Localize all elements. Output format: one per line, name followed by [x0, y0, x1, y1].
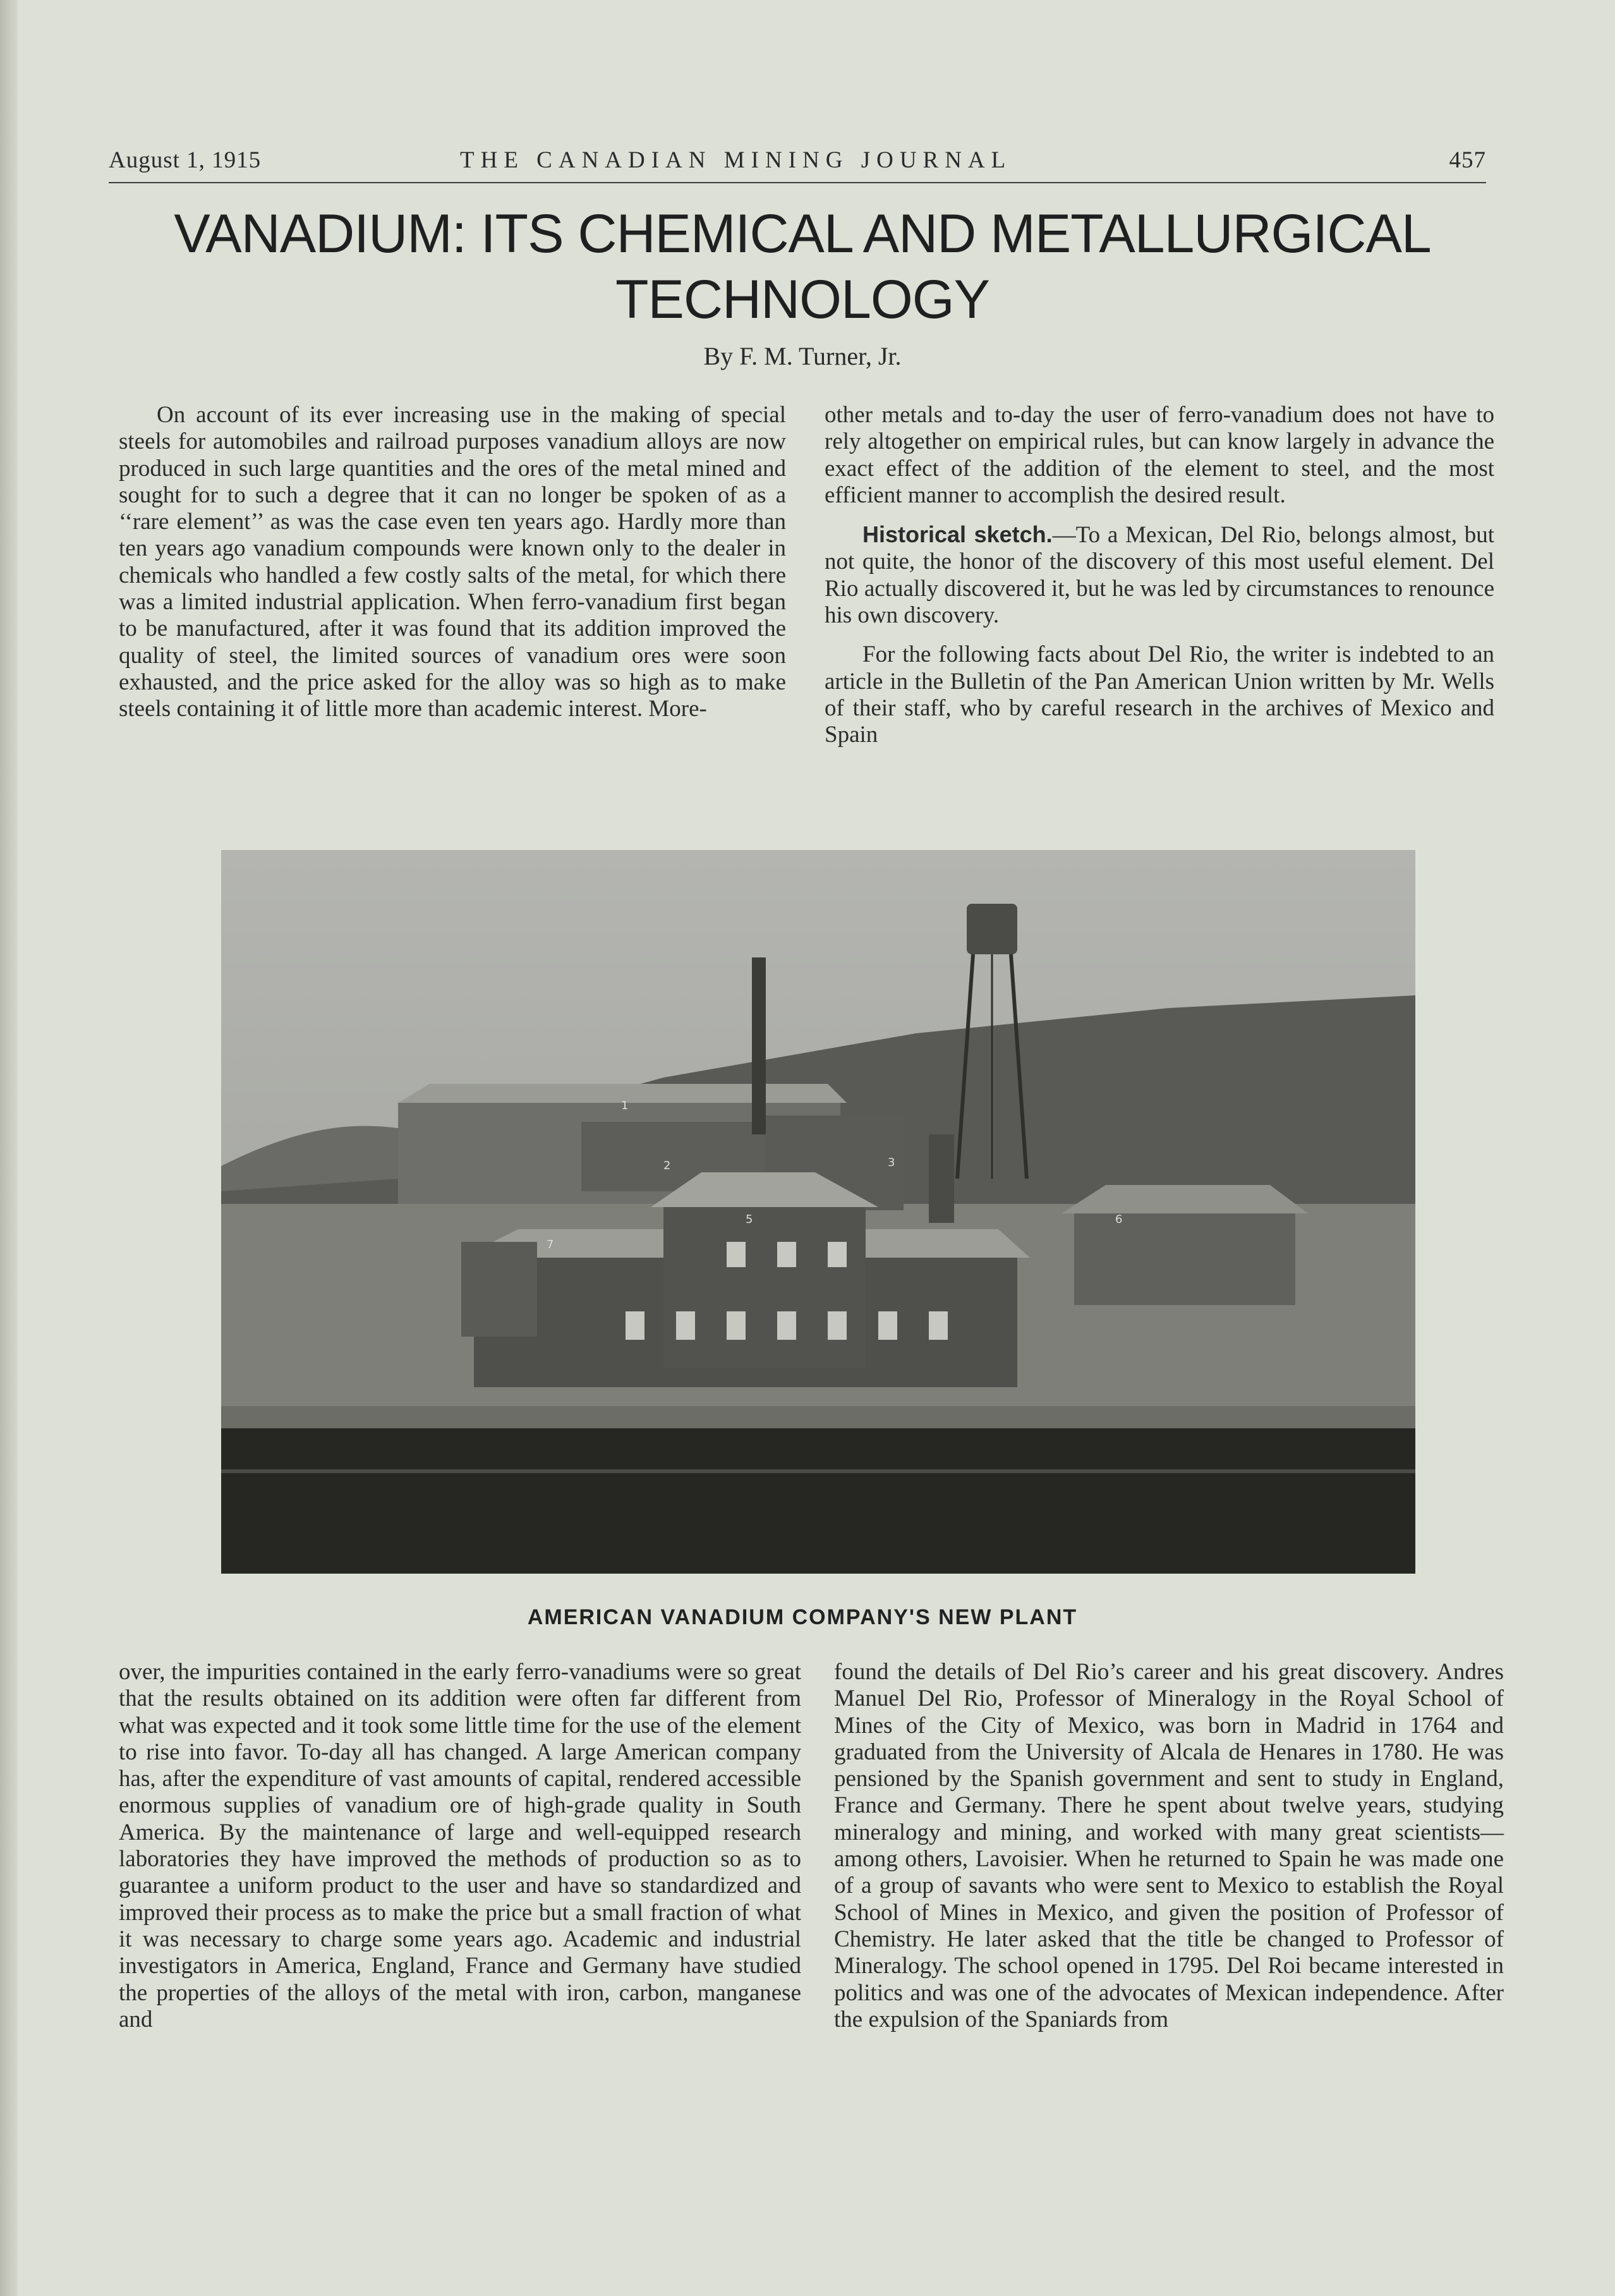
section-subheading: Historical sketch.	[862, 521, 1053, 548]
building-label: 3	[888, 1156, 895, 1169]
paragraph: other metals and to-day the user of ferro-vanadium does not have to rely altogether on empirical rules, but can know largely in advance the exact effect of the addition of the element to steel, and the most efficient manner to accomplish the desired result.	[825, 402, 1494, 508]
paragraph: On account of its ever increasing use in the making of special steels for automobiles and railroad purposes vanadium alloys are now produced in such large quantities and the ores of the metal mined and sought for to such a degree that it can no longer be spoken of as a ‘‘rare element’’ as was the case even ten years ago. Hardly more than ten years ago vanadium compounds were known only to the dealer in chemicals who handled a few costly salts of the metal, for which there was a limited industrial application. When ferro-vanadium first began to be manufactured, after it was found that its addition improved the quality of steel, the limited sources of vanadium ores were soon exhausted, and the price asked for the alloy was so high as to make steels containing it of little more than academic interest. More-	[119, 402, 786, 722]
building-label: 1	[621, 1099, 629, 1112]
paragraph: over, the impurities contained in the early ferro-vanadiums were so great that the results obtained on its addition were often far different from what was expected and it took some little time for the use of the element to rise into favor. To-day all has changed. A large American company has, after the expenditure of vast amounts of capital, rendered accessible enormous supplies of vanadium ore of high-grade quality in South America. By the maintenance of large and well-equipped research laboratories they have improved the methods of production so as to guarantee a uniform product to the user and have so standardized and improved their process as to make the price but a small fraction of what it was necessary to charge some years ago. Academic and industrial investigators in America, England, France and Germany have studied the properties of the alloys of the metal with iron, carbon, manganese and	[119, 1659, 801, 2032]
photo-caption: AMERICAN VANADIUM COMPANY'S NEW PLANT	[527, 1605, 1078, 1629]
journal-name: THE CANADIAN MINING JOURNAL	[460, 147, 1012, 173]
building-label: 5	[746, 1213, 753, 1226]
paragraph-text: —To a Mexican, Del Rio, belongs almost, but not quite, the honor of the discovery of this most useful element. Del Rio actually discovered it, but he was led by circumstances to renounce his own discovery.	[825, 522, 1495, 629]
page-spine-edge	[0, 0, 18, 2296]
building-label: 7	[547, 1238, 554, 1251]
building-label: 6	[1115, 1213, 1123, 1226]
page-number: 457	[1449, 147, 1486, 173]
running-header	[109, 147, 1486, 185]
issue-date: August 1, 1915	[109, 147, 262, 173]
text-column-3	[119, 1659, 801, 2033]
title-line-2: TECHNOLOGY	[615, 269, 990, 330]
text-column-1	[119, 402, 786, 723]
paragraph-historical	[825, 521, 1494, 629]
building-label: 2	[663, 1159, 671, 1172]
text-column-2	[825, 402, 1494, 749]
header-rule	[109, 182, 1486, 183]
article-title	[114, 201, 1491, 332]
paragraph: For the following facts about Del Rio, the writer is indebted to an article in the Bulletin of the Pan American Union written by Mr. Wells of their staff, who by careful research in the archives of Mexico and Spain	[825, 641, 1494, 748]
plant-photograph	[221, 850, 1415, 1574]
title-line-1: VANADIUM: ITS CHEMICAL AND METALLURGICAL	[174, 203, 1431, 264]
plant-photo-illustration	[221, 850, 1415, 1574]
byline: By F. M. Turner, Jr.	[703, 342, 902, 370]
text-column-4	[834, 1659, 1504, 2033]
paragraph: found the details of Del Rio’s career and his great discovery. Andres Manuel Del Rio, Professor of Mineralogy in the Royal School of Mines of the City of Mexico, was born in Madrid in 1764 and graduated from the University of Alcala de Henares in 1780. He was pensioned by the Spanish government and sent to study in England, France and Germany. There he spent about twelve years, studying mineralogy and mining, and worked with many great scientists—among others, Lavoisier. When he returned to Spain he was made one of a group of savants who were sent to Mexico to establish the Royal School of Mines in Mexico, and given the position of Professor of Chemistry. He later asked that the title be changed to Professor of Mineralogy. The school opened in 1795. Del Roi became interested in politics and was one of the advocates of Mexican independence. After the expulsion of the Spaniards from	[834, 1659, 1504, 2032]
